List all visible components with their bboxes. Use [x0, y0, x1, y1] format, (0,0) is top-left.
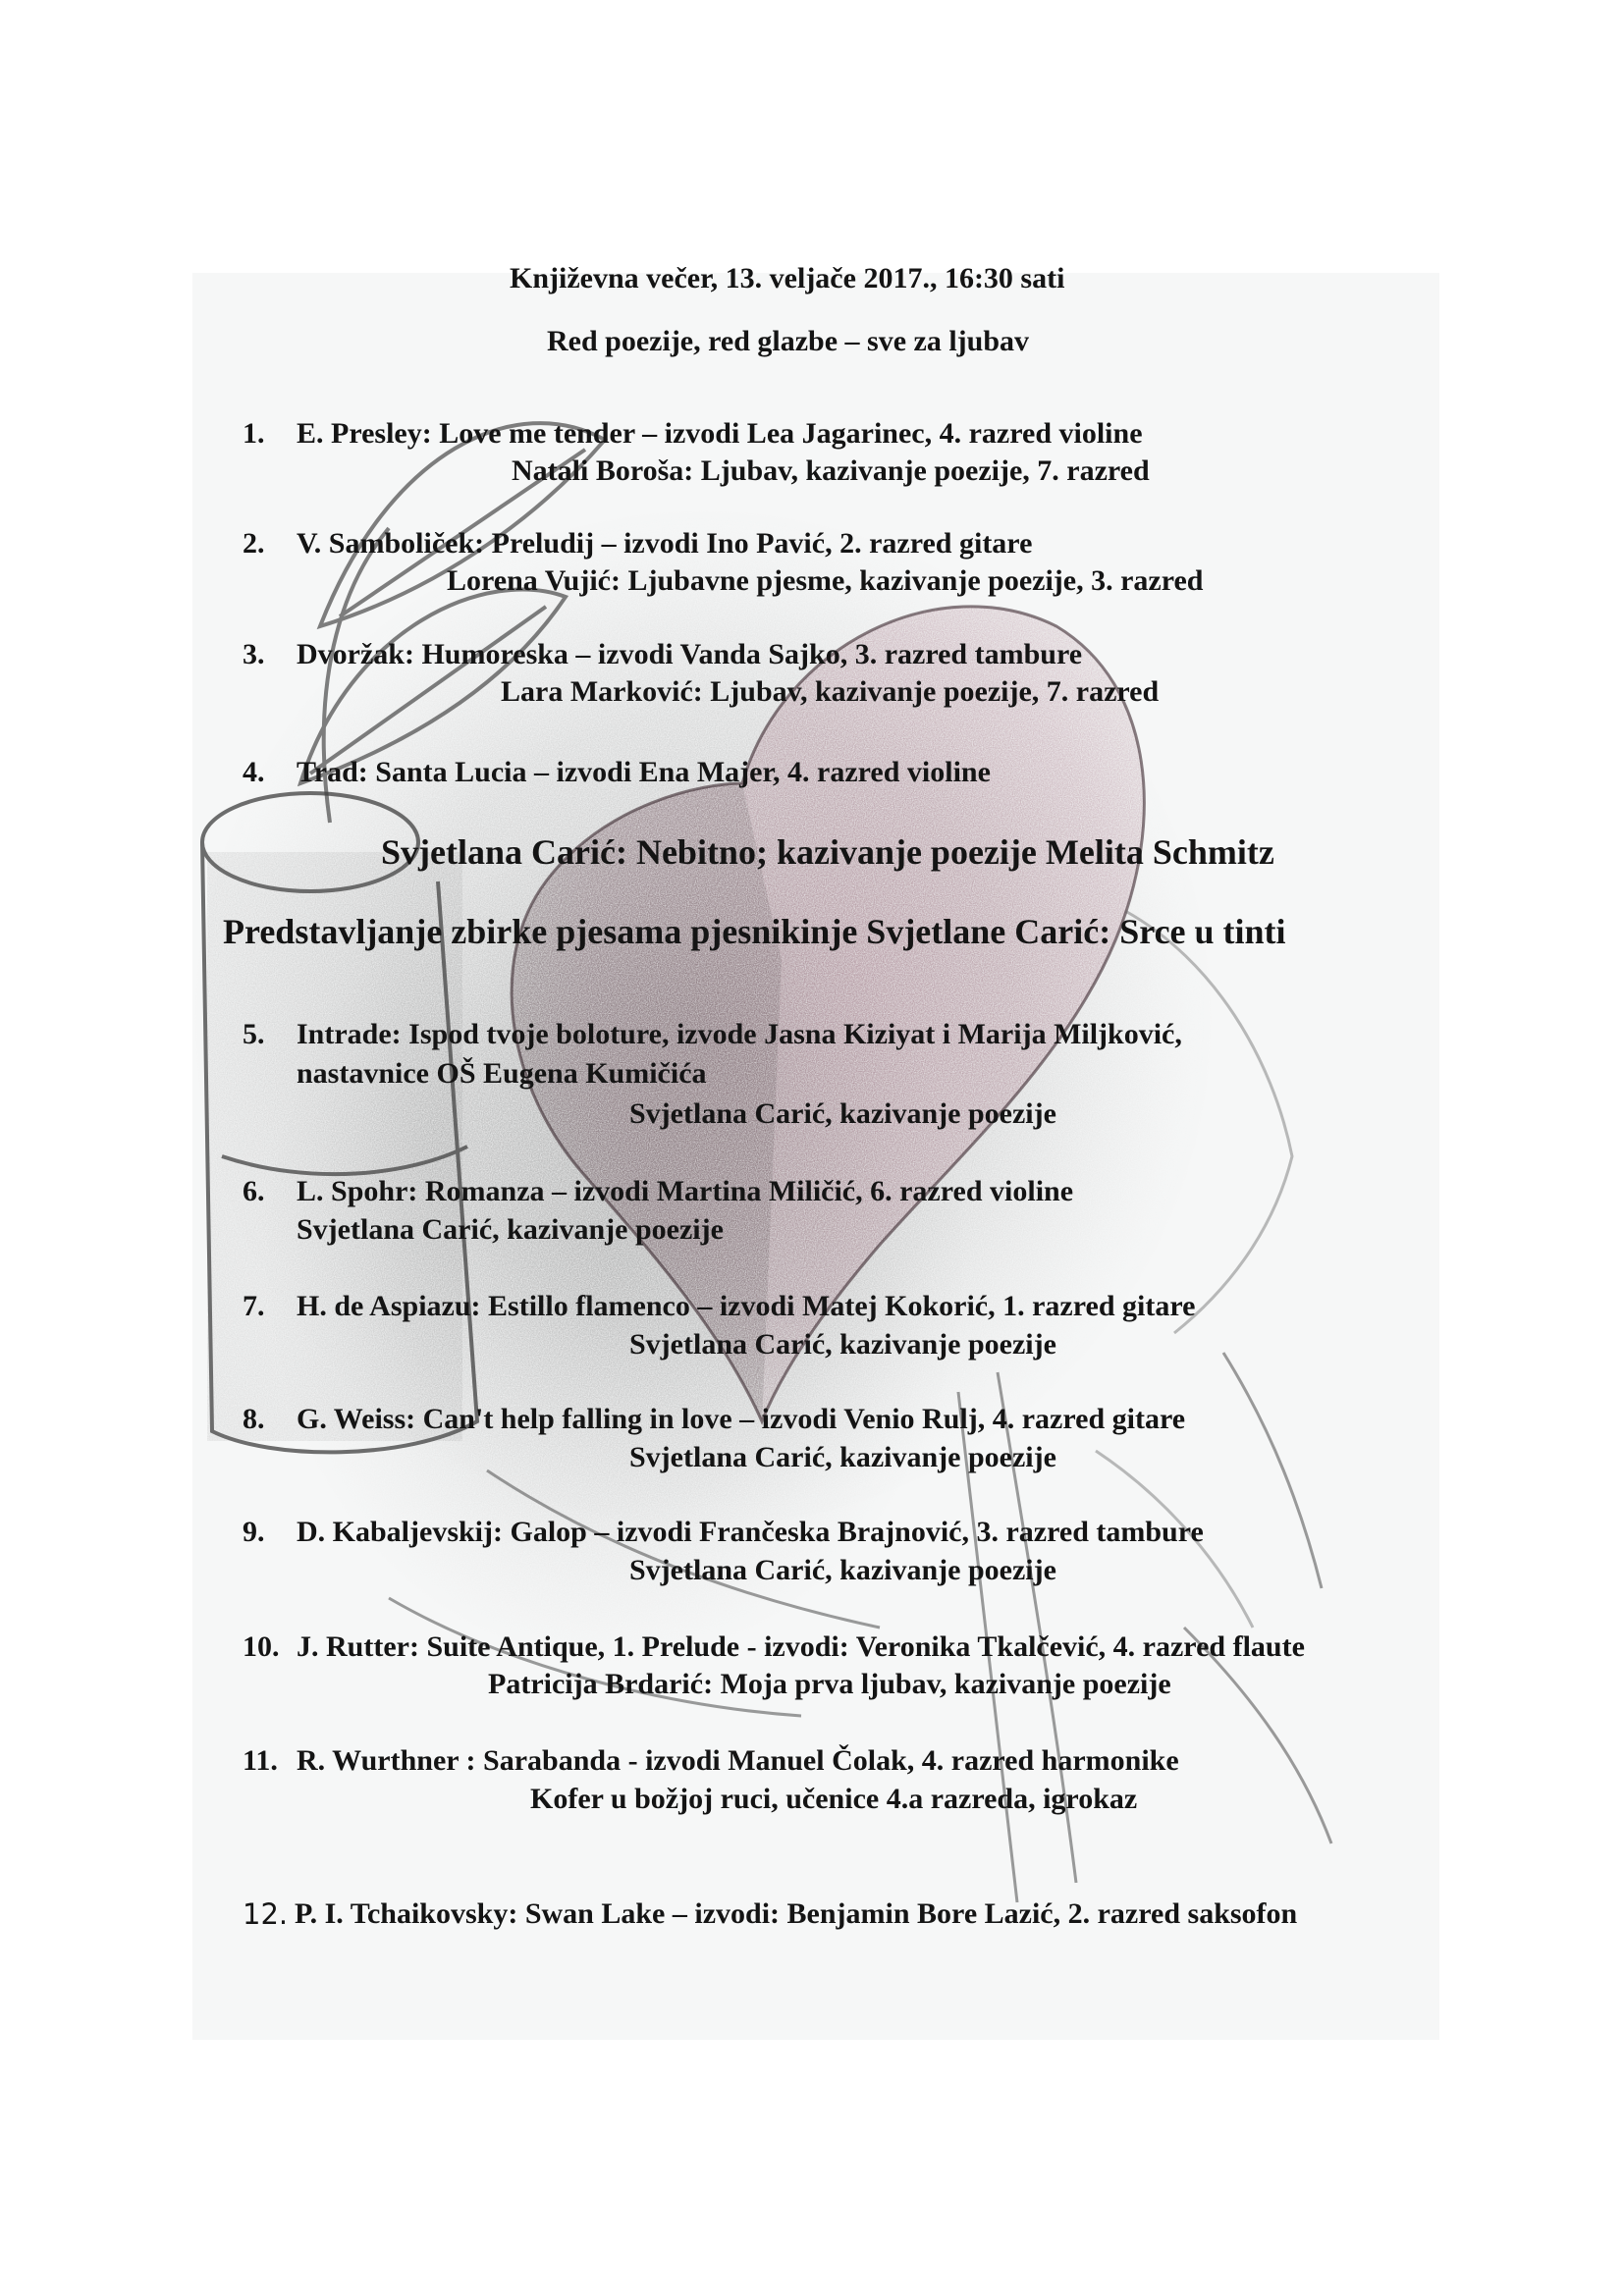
item-recitation: Kofer u božjoj ruci, učenice 4.a razreda, igrokaz	[530, 1783, 1138, 1815]
item-recitation: Lorena Vujić: Ljubavne pjesme, kazivanje poezije, 3. razred	[447, 564, 1204, 597]
item-recitation: Svjetlana Carić, kazivanje poezije	[629, 1328, 1056, 1361]
item-performance: V. Samboliček: Preludij – izvodi Ino Pavić, 2. razred gitare	[297, 527, 1033, 560]
item-performance: P. I. Tchaikovsky: Swan Lake – izvodi: Benjamin Bore Lazić, 2. razred saksofon	[295, 1897, 1298, 1930]
event-title: Književna večer, 13. veljače 2017., 16:30 sati	[510, 262, 1065, 294]
item-number: 2.	[243, 527, 265, 560]
item-performance: Dvoržak: Humoreska – izvodi Vanda Sajko, 3. razred tambure	[297, 638, 1083, 670]
item-recitation: Patricija Brdarić: Moja prva ljubav, kazivanje poezije	[488, 1668, 1171, 1700]
item-number: 7.	[243, 1290, 265, 1322]
item-recitation: Svjetlana Carić, kazivanje poezije	[629, 1097, 1056, 1130]
item-number: 8.	[243, 1403, 265, 1435]
item-recitation: Svjetlana Carić, kazivanje poezije	[629, 1441, 1056, 1473]
item-number: 3.	[243, 638, 265, 670]
item-performance: G. Weiss: Can't help falling in love – izvodi Venio Rulj, 4. razred gitare	[297, 1403, 1186, 1435]
item-performance-continued: nastavnice OŠ Eugena Kumičića	[297, 1057, 707, 1090]
item-number: 4.	[243, 756, 265, 788]
item-number: 12.	[243, 1897, 289, 1931]
item-number: 10.	[243, 1630, 280, 1663]
item-recitation: Natali Boroša: Ljubav, kazivanje poezije, 7. razred	[512, 454, 1150, 487]
item-recitation: Lara Marković: Ljubav, kazivanje poezije, 7. razred	[501, 675, 1160, 708]
book-presentation: Predstavljanje zbirke pjesama pjesnikinje Svjetlane Carić: Srce u tinti	[223, 912, 1286, 951]
item-performance: J. Rutter: Suite Antique, 1. Prelude - izvodi: Veronika Tkalčević, 4. razred flaute	[297, 1630, 1305, 1663]
item-performance: R. Wurthner : Sarabanda - izvodi Manuel Čolak, 4. razred harmonike	[297, 1744, 1179, 1777]
item-recitation: Svjetlana Carić, kazivanje poezije	[629, 1554, 1056, 1586]
item-number: 6.	[243, 1175, 265, 1207]
item-performance: Trad: Santa Lucia – izvodi Ena Majer, 4. razred violine	[297, 756, 991, 788]
item-number: 11.	[243, 1744, 278, 1777]
item-performance: H. de Aspiazu: Estillo flamenco – izvodi Matej Kokorić, 1. razred gitare	[297, 1290, 1196, 1322]
event-motto: Red poezije, red glazbe – sve za ljubav	[547, 325, 1030, 357]
item-number: 1.	[243, 417, 265, 450]
item-number: 9.	[243, 1516, 265, 1548]
item-recitation: Svjetlana Carić, kazivanje poezije	[297, 1213, 724, 1246]
item-number: 5.	[243, 1018, 265, 1050]
item-performance: E. Presley: Love me tender – izvodi Lea Jagarinec, 4. razred violine	[297, 417, 1143, 450]
featured-recitation: Svjetlana Carić: Nebitno; kazivanje poezije Melita Schmitz	[381, 832, 1274, 872]
item-performance: D. Kabaljevskij: Galop – izvodi Frančeska Brajnović, 3. razred tambure	[297, 1516, 1204, 1548]
item-performance: L. Spohr: Romanza – izvodi Martina Miličić, 6. razred violine	[297, 1175, 1074, 1207]
item-performance: Intrade: Ispod tvoje boloture, izvode Jasna Kiziyat i Marija Miljković,	[297, 1018, 1182, 1050]
